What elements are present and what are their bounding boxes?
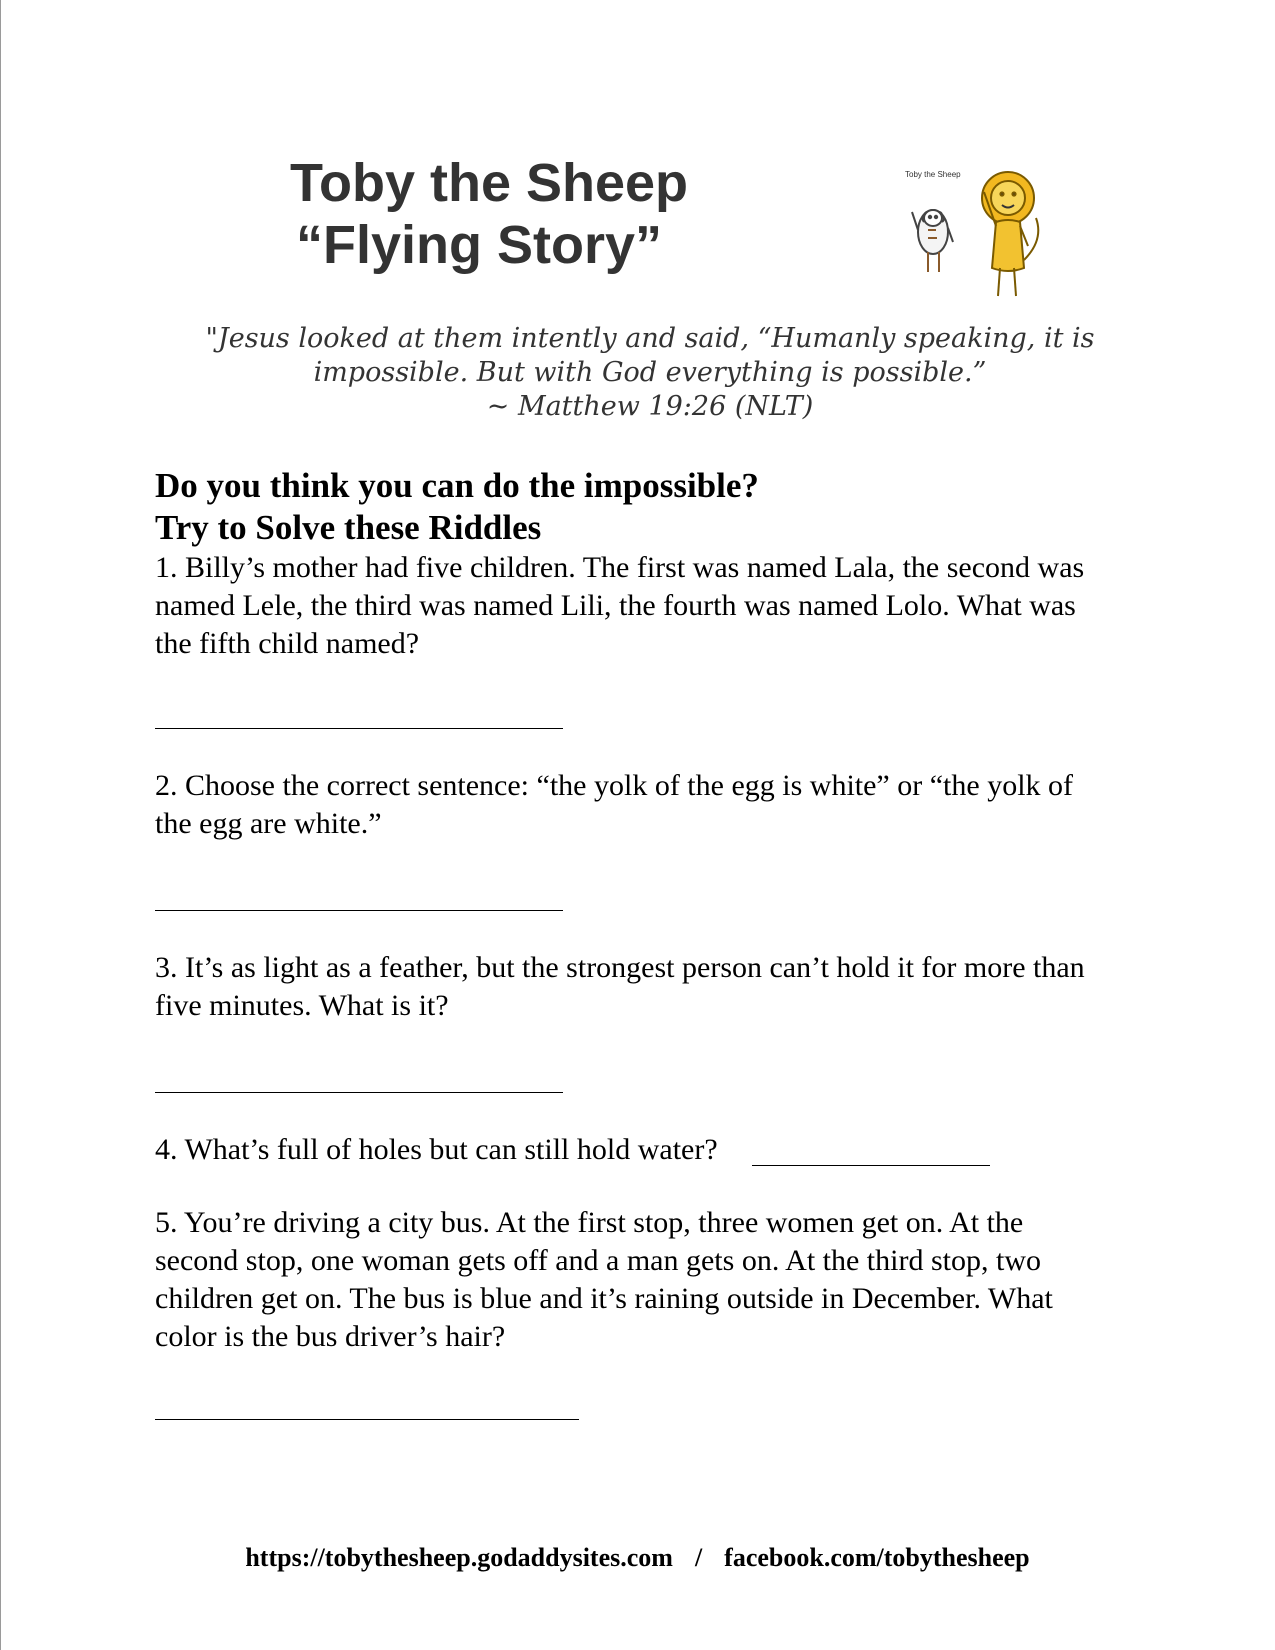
riddle-1: 1. Billy’s mother had five children. The first was named Lala, the second was named Lele, the third was named Lili, the fourth was named Lolo. What was the fifth child named? bbox=[155, 551, 1085, 660]
answer-line-3[interactable] bbox=[155, 1092, 563, 1093]
answer-line-5[interactable] bbox=[155, 1419, 579, 1420]
intro-instruction: Try to Solve these Riddles bbox=[155, 508, 542, 547]
page-border bbox=[0, 0, 1, 1650]
riddle-2: 2. Choose the correct sentence: “the yolk of the egg is white” or “the yolk of the egg are white.” bbox=[155, 769, 1074, 840]
riddle-3: 3. It’s as light as a feather, but the strongest person can’t hold it for more than five minutes. What is it? bbox=[155, 951, 1085, 1022]
footer-separator: / bbox=[694, 1543, 703, 1572]
riddle-5: 5. You’re driving a city bus. At the first stop, three women get on. At the second stop, one woman gets off and a man gets on. At the third stop, two children get on. The bus is blue and it’s raining outside in December. What color is the bus driver’s hair? bbox=[155, 1206, 1053, 1353]
page-title bbox=[290, 152, 688, 276]
verse-line-1: "Jesus looked at them intently and said, “Humanly speaking, it is bbox=[205, 323, 1095, 354]
answer-line-4[interactable] bbox=[752, 1165, 990, 1166]
answer-line-1[interactable] bbox=[155, 728, 563, 729]
intro-question: Do you think you can do the impossible? bbox=[155, 466, 759, 505]
lion-illustration bbox=[982, 172, 1038, 296]
toby-lion-logo bbox=[900, 160, 1060, 310]
website-link[interactable]: https://tobythesheep.godaddysites.com bbox=[245, 1543, 673, 1572]
footer-links bbox=[0, 1543, 1275, 1573]
logo-caption: Toby the Sheep bbox=[905, 170, 961, 179]
bible-verse bbox=[150, 322, 1150, 424]
title-line-2: “Flying Story” bbox=[296, 215, 663, 275]
verse-reference: ~ Matthew 19:26 (NLT) bbox=[486, 391, 814, 422]
title-line-1: Toby the Sheep bbox=[290, 153, 689, 213]
answer-line-2[interactable] bbox=[155, 910, 563, 911]
facebook-link[interactable]: facebook.com/tobythesheep bbox=[724, 1543, 1030, 1572]
verse-line-2: impossible. But with God everything is possible.” bbox=[313, 357, 987, 388]
sheep-illustration bbox=[912, 210, 953, 272]
riddle-4: 4. What’s full of holes but can still hold water? bbox=[155, 1133, 718, 1166]
riddles-heading bbox=[155, 465, 759, 549]
